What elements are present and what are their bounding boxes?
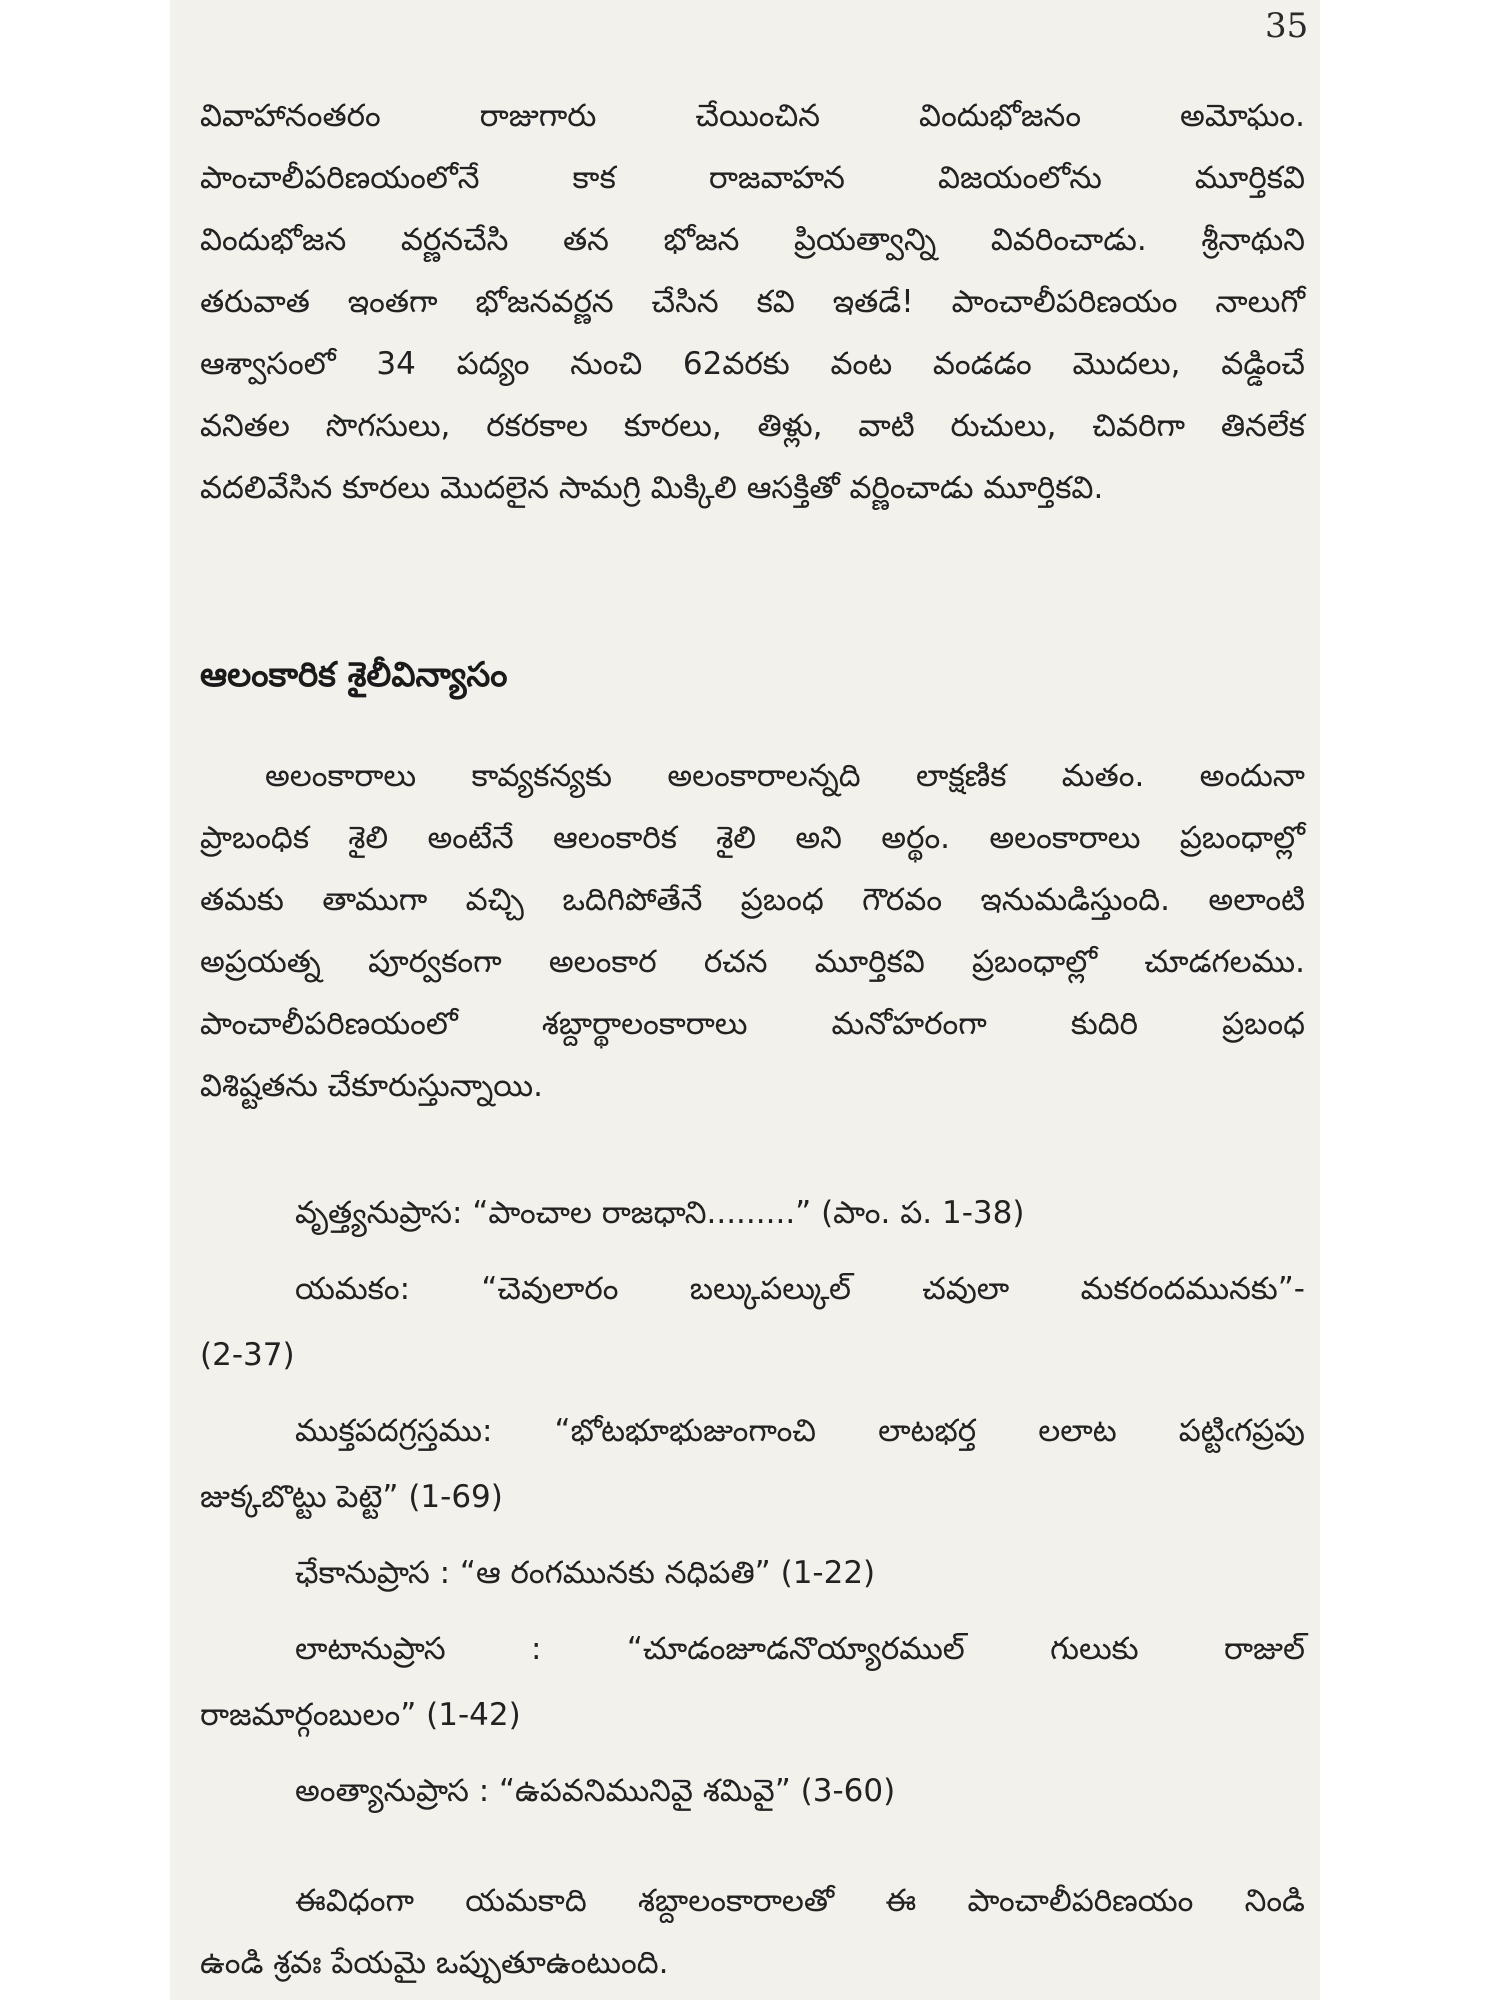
example-item: యమకం: “చెవులారం బల్కుపల్కుల్ చవులా మకరందమునకు”- [295, 1271, 1305, 1307]
example-item: వృత్త్యనుప్రాస: “పాంచాల రాజధాని.........” (పాం. ప. 1-38) [295, 1195, 1025, 1231]
text-line: ఆశ్వాసంలో 34 పద్యం నుంచి 62వరకు వంట వండడం మొదలు, వడ్డించే [200, 346, 1305, 382]
example-item-continuation: (2-37) [200, 1337, 295, 1373]
page-number: 35 [1265, 6, 1309, 46]
example-item-continuation: రాజమార్గంబులం” (1-42) [200, 1697, 521, 1733]
section-heading: ఆలంకారిక శైలీవిన్యాసం [200, 655, 508, 695]
text-line: అప్రయత్న పూర్వకంగా అలంకార రచన మూర్తికవి ప్రబంధాల్లో చూడగలము. [200, 944, 1305, 980]
text-line: విందుభోజన వర్ణనచేసి తన భోజన ప్రియత్వాన్ని వివరించాడు. శ్రీనాథుని [200, 222, 1305, 258]
example-item: ఛేకానుప్రాస : “ఆ రంగమునకు నధిపతి” (1-22) [295, 1555, 876, 1591]
text-line: అలంకారాలు కావ్యకన్యకు అలంకారాలన్నది లాక్షణిక మతం. అందునా [265, 758, 1305, 794]
paragraph-conclusion [200, 1870, 1305, 1994]
book-page [170, 0, 1320, 2000]
example-item-continuation: జుక్కబొట్టు పెట్టె” (1-69) [200, 1479, 503, 1515]
text-line: విశిష్టతను చేకూరుస్తున్నాయి. [200, 1068, 543, 1104]
text-line: వివాహానంతరం రాజుగారు చేయించిన విందుభోజనం అమోఘం. [200, 98, 1305, 134]
text-line: ఈవిధంగా యమకాది శబ్దాలంకారాలతో ఈ పాంచాలీపరిణయం నిండి [295, 1883, 1305, 1919]
text-line: వనితల సొగసులు, రకరకాల కూరలు, తిళ్లు, వాటి రుచులు, చివరిగా తినలేక [200, 408, 1305, 444]
example-item: లాటానుప్రాస : “చూడంజూడనొయ్యారముల్ గులుకు రాజుల్ [295, 1631, 1305, 1667]
text-line: పాంచాలీపరిణయంలో శబ్దార్థాలంకారాలు మనోహరంగా కుదిరి ప్రబంధ [200, 1006, 1305, 1042]
example-item: అంత్యానుప్రాస : “ఉపవనిమునివై శమివై” (3-60) [295, 1773, 896, 1809]
text-line: పాంచాలీపరిణయంలోనే కాక రాజవాహన విజయంలోను మూర్తికవి [200, 160, 1305, 196]
text-line: తమకు తాముగా వచ్చి ఒదిగిపోతేనే ప్రబంధ గౌరవం ఇనుమడిస్తుంది. అలాంటి [200, 882, 1305, 918]
text-line: ప్రాబంధిక శైలి అంటేనే ఆలంకారిక శైలి అని అర్థం. అలంకారాలు ప్రబంధాల్లో [200, 820, 1305, 856]
paragraph-alankara [200, 745, 1305, 1117]
example-list [200, 1180, 1305, 1824]
example-item: ముక్తపదగ్రస్తము: “భోటభూభుజుంగాంచి లాటభర్త లలాట పట్టిఁగప్రపు [295, 1413, 1305, 1449]
text-line: తరువాత ఇంతగా భోజనవర్ణన చేసిన కవి ఇతడే! పాంచాలీపరిణయం నాలుగో [200, 284, 1305, 320]
paragraph-meal-description [200, 85, 1305, 519]
text-line: ఉండి శ్రవః పేయమై ఒప్పుతూఉంటుంది. [200, 1945, 669, 1981]
text-line: వదలివేసిన కూరలు మొదలైన సామగ్రి మిక్కిలి ఆసక్తితో వర్ణించాడు మూర్తికవి. [200, 470, 1104, 506]
